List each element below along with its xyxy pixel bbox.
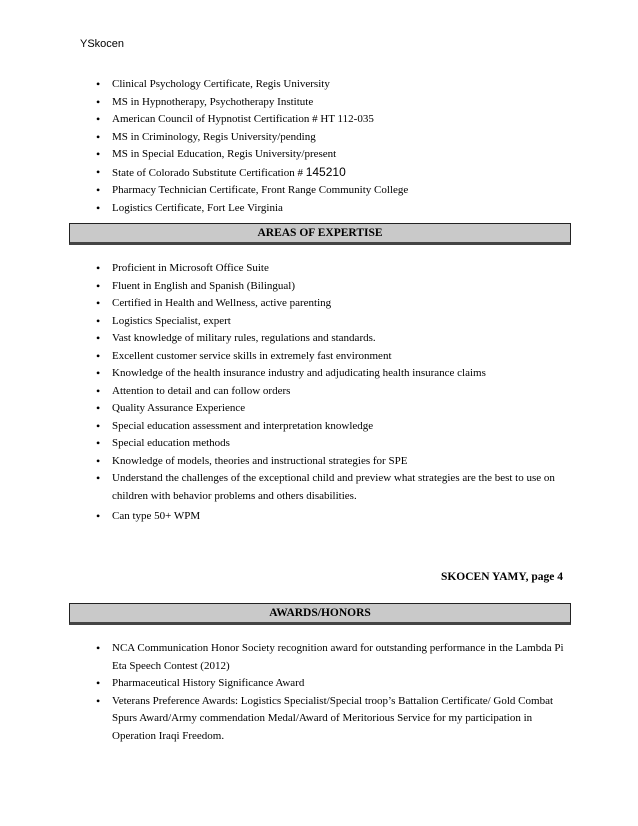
list-item: • MS in Special Education, Regis University/present [96,146,566,164]
section-heading-awards: AWARDS/HONORS [69,603,571,625]
list-item: • Special education assessment and interpretation knowledge [96,418,566,436]
list-item: • Understand the challenges of the exceptional child and preview what strategies are the best to use on children with behavior problems and others disabilities. [96,470,560,505]
list-item: • Attention to detail and can follow orders [96,383,566,401]
header-author: YSkocen [80,38,125,50]
list-item: • MS in Hypnotherapy, Psychotherapy Institute [96,94,566,112]
page-label: SKOCEN YAMY, page 4 [440,571,563,583]
education-list [96,76,566,217]
list-item: • Excellent customer service skills in extremely fast environment [96,348,566,366]
list-item: • Veterans Preference Awards: Logistics Specialist/Special troop’s Battalion Certificate/ Gold Combat Spurs Award/Army commendation Medal/Award of Meritorious Service for my participation in Operation Iraqi Freedom. [96,693,564,746]
expertise-list [96,260,566,526]
awards-list [96,640,566,745]
list-item: • Pharmacy Technician Certificate, Front Range Community College [96,182,566,200]
list-item: • Can type 50+ WPM [96,508,566,526]
list-item: • Clinical Psychology Certificate, Regis University [96,76,566,94]
list-item: • MS in Criminology, Regis University/pending [96,129,566,147]
certification-number: 145210 [305,164,346,179]
list-item: • Fluent in English and Spanish (Bilingual) [96,278,566,296]
list-item: • Certified in Health and Wellness, active parenting [96,295,566,313]
list-item: • Knowledge of models, theories and instructional strategies for SPE [96,453,566,471]
list-item: • American Council of Hypnotist Certification # HT 112-035 [96,111,566,129]
list-item [96,164,566,183]
list-item: • Quality Assurance Experience [96,400,566,418]
list-item: • Vast knowledge of military rules, regulations and standards. [96,330,566,348]
list-item: • Knowledge of the health insurance industry and adjudicating health insurance claims [96,365,566,383]
list-item-text: State of Colorado Substitute Certification # [112,166,306,179]
list-item: • Logistics Specialist, expert [96,313,566,331]
list-item: • Pharmaceutical History Significance Award [96,675,566,693]
list-item: • NCA Communication Honor Society recognition award for outstanding performance in the Lambda Pi Eta Speech Contest (2012) [96,640,564,675]
list-item: • Logistics Certificate, Fort Lee Virginia [96,200,566,218]
list-item: • Proficient in Microsoft Office Suite [96,260,566,278]
list-item: • Special education methods [96,435,566,453]
section-heading-expertise: AREAS OF EXPERTISE [69,223,571,245]
